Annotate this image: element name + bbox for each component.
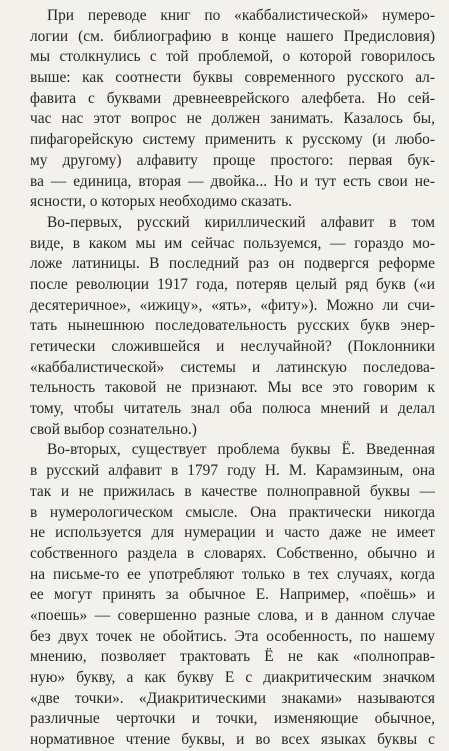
text-line: фавита с буквами древнееврейского алефбета. Но сей-	[30, 89, 435, 107]
paragraph-1	[30, 6, 435, 213]
text-line: ее могут принять за обычное Е. Например, «поёшь» и	[30, 586, 435, 604]
text-line: ясности, о которых необходимо сказать.	[30, 193, 292, 211]
paragraph-3	[30, 440, 435, 750]
text-line: виде, в каком мы им сейчас пользуемся, — гораздо мо-	[30, 234, 435, 252]
text-line: «две точки». «Диакритическими знаками» называются	[30, 689, 435, 707]
text-line: собственного раздела в словарях. Собственно, обычно и	[30, 544, 435, 562]
text-line: нормативное чтение буквы, и во всех языках буквы с	[30, 731, 435, 749]
text-line: «поешь» — совершенно разные слова, и в данном случае	[30, 606, 435, 624]
text-line: При переводе книг по «каббалистической» нумеро-	[47, 7, 435, 24]
text-line: на письме-то ее употребляют только в тех случаях, когда	[30, 565, 435, 583]
text-line: «каббалистической» системы и латинскую последова-	[30, 358, 435, 376]
text-line: ную» букву, а как букву Е с диакритическим значком	[30, 669, 435, 686]
body-text	[30, 6, 435, 751]
text-line: логии (см. библиографию в конце нашего Предисловия)	[30, 27, 435, 45]
paragraph-2	[30, 213, 435, 441]
text-line: час нас этот вопрос не должен занимать. Казалось бы,	[30, 110, 435, 128]
text-line: тельность таковой не признают. Мы все это говорим к	[30, 379, 435, 397]
text-line: различные черточки и точки, изменяющие обычное,	[30, 710, 435, 728]
text-line: тому, чтобы читатель знал оба полюса мнений и делал	[30, 400, 435, 418]
text-line: мнению, позволяет трактовать Ё не как «полноправ-	[30, 648, 435, 666]
text-line: так и не прижилась в качестве полноправной буквы —	[30, 482, 435, 500]
text-line: му другому) алфавиту проще простого: первая бук-	[30, 151, 435, 169]
text-line: не используется для нумерации и часто даже не имеет	[30, 524, 435, 542]
text-line: без двух точек не обойтись. Эта особенность, по нашему	[30, 627, 435, 645]
text-line: свой выбор сознательно.)	[30, 420, 197, 438]
text-line: Во-первых, русский кириллический алфавит в том	[47, 213, 435, 231]
text-line: пифагорейскую систему применить к русскому (и любо-	[30, 131, 435, 149]
text-line: гетически сложившейся и неслучайной? (Поклонники	[30, 338, 435, 355]
text-line: десятеричное», «ижицу», «ять», «фиту»). Можно ли счи-	[30, 296, 435, 314]
text-line: Во-вторых, существует проблема буквы Ё. Введенная	[47, 441, 435, 459]
text-line: в нумерологическом смысле. Она практически никогда	[30, 503, 435, 521]
text-line: ложе латиницы. В последний раз он подвергся реформе	[30, 255, 435, 273]
text-line: в русский алфавит в 1797 году Н. М. Карамзиным, она	[30, 462, 435, 480]
text-line: мы столкнулись с той проблемой, о которой говорилось	[30, 48, 435, 66]
text-line: ва — единица, вторая — двойка... Но и тут есть свои не-	[30, 172, 435, 190]
text-line: тать нынешнюю последовательность русских букв энер-	[30, 317, 435, 335]
text-line: выше: как соотнести буквы современного русского ал-	[30, 69, 435, 87]
text-line: после революции 1917 года, потеряв целый ряд букв («и	[30, 275, 435, 293]
